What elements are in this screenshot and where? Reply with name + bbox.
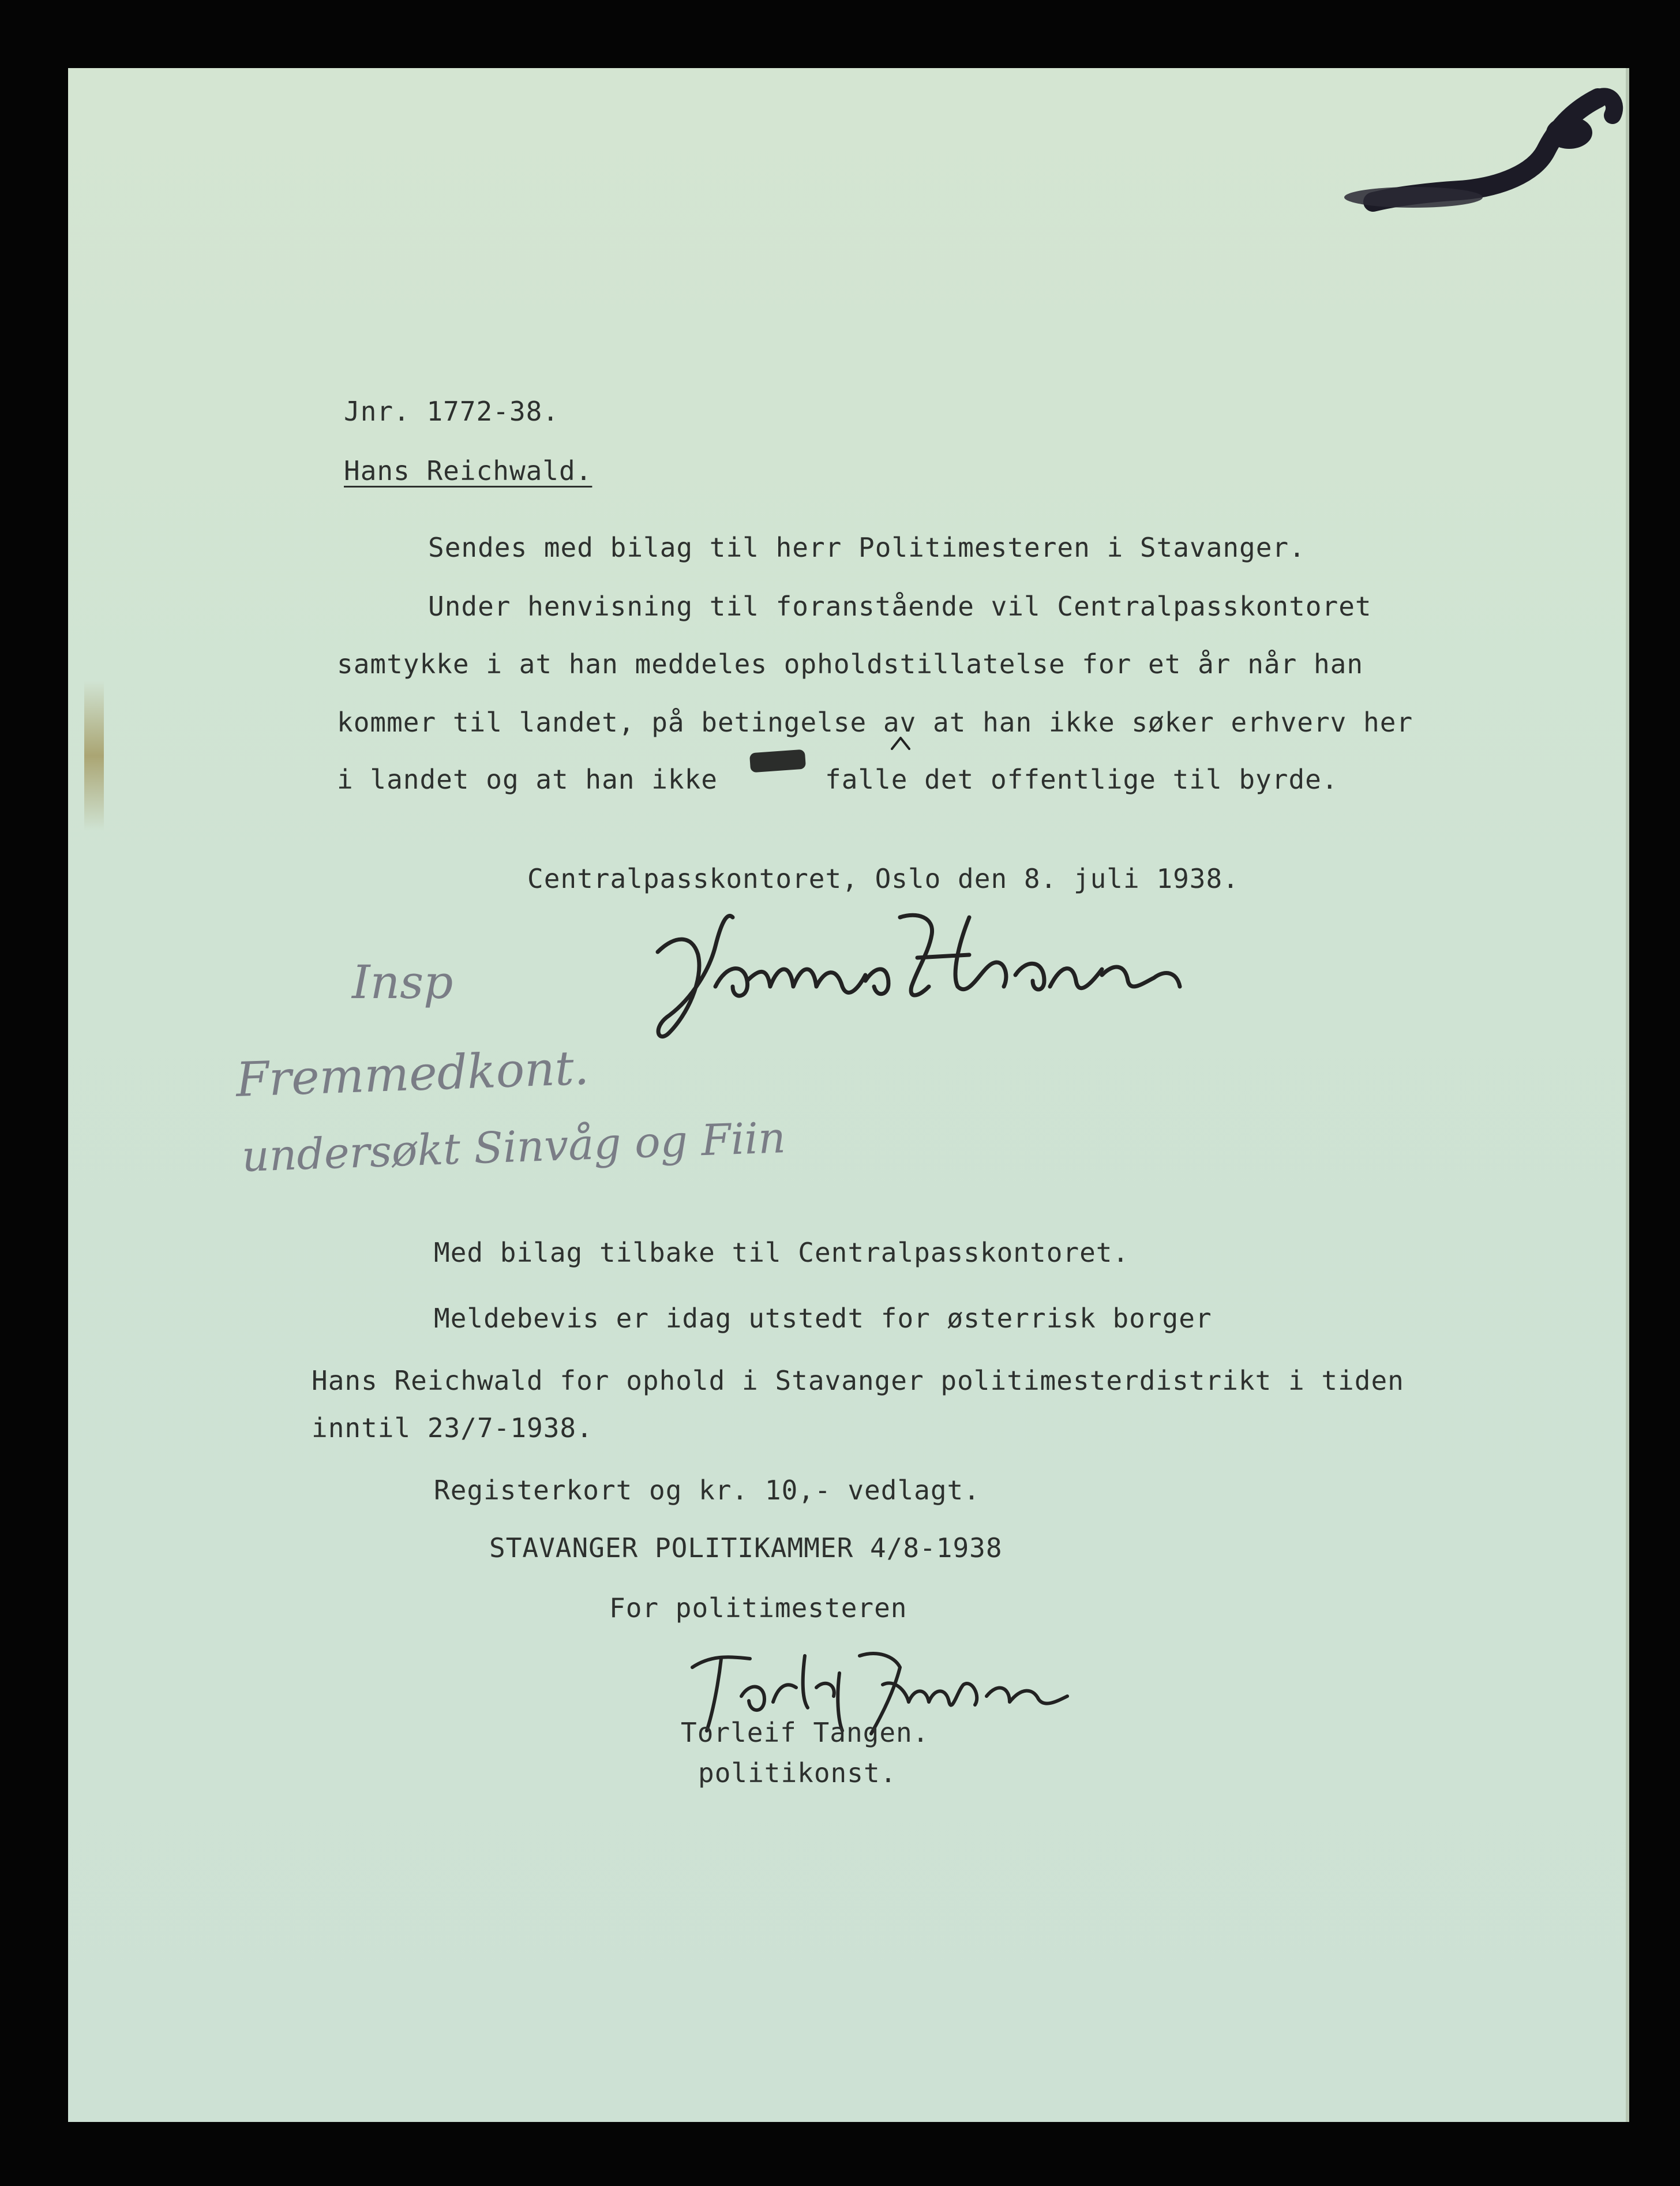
body-paragraph-line: kommer til landet, på betingelse av at han ikke søker erhverv her <box>337 707 1413 738</box>
svg-text:Insp: Insp <box>352 955 453 1009</box>
return-note-line: inntil 23/7-1938. <box>312 1412 593 1443</box>
for-chief-line: For politimesteren <box>609 1592 907 1623</box>
return-note-line: Registerkort og kr. 10,- vedlagt. <box>434 1475 980 1506</box>
journal-number: Jnr. 1772-38. <box>344 396 560 427</box>
office-stamp-line: STAVANGER POLITIKAMMER 4/8-1938 <box>489 1532 1003 1563</box>
svg-text:undersøkt Sinvåg og Fiin: undersøkt Sinvåg og Fiin <box>241 1113 787 1182</box>
body-paragraph-line: Under henvisning til foranstående vil Centralpasskontoret <box>428 591 1372 622</box>
return-note-line: Hans Reichwald for ophold i Stavanger politimesterdistrikt i tiden <box>312 1365 1404 1396</box>
signatory-title: politikonst. <box>698 1757 897 1788</box>
signatory-name: Torleif Tangen. <box>681 1717 929 1748</box>
body-paragraph-line: falle det offentlige til byrde. <box>825 764 1338 795</box>
svg-text:Fremmedkont.: Fremmedkont. <box>235 1040 590 1108</box>
struck-out-word <box>749 749 806 773</box>
dateline: Centralpasskontoret, Oslo den 8. juli 1938. <box>527 863 1239 894</box>
body-paragraph-line: i landet og at han ikke <box>337 764 718 795</box>
pencil-note-fremmedkont <box>231 1033 877 1206</box>
body-paragraph-line: Sendes med bilag til herr Politimesteren i Stavanger. <box>428 532 1306 563</box>
body-paragraph-line: samtykke i at han meddeles opholdstillatelse for et år når han <box>337 648 1364 680</box>
insertion-caret <box>891 736 910 750</box>
ink-stain-mark <box>1327 87 1627 213</box>
return-note-line: Med bilag tilbake til Centralpasskontoret. <box>434 1237 1130 1268</box>
glue-stain <box>84 681 104 831</box>
pencil-note-insp <box>346 940 485 1027</box>
subject-name: Hans Reichwald. <box>344 455 592 486</box>
return-note-line: Meldebevis er idag utstedt for østerrisk borger <box>434 1303 1212 1334</box>
